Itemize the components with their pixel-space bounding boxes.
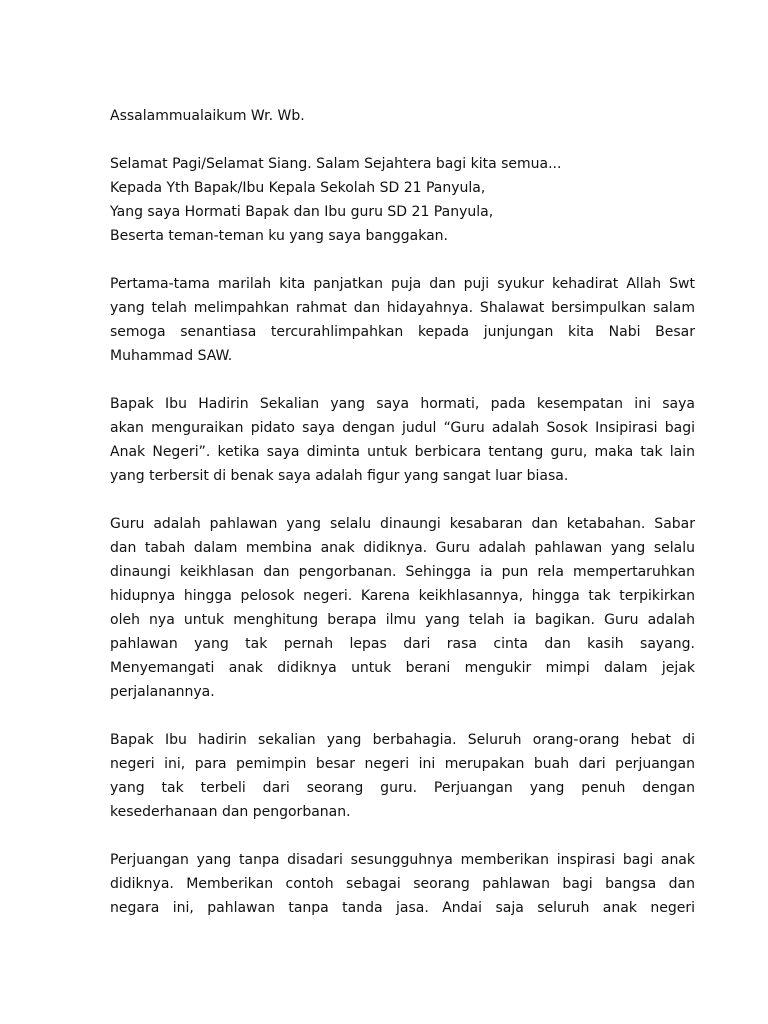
body-paragraph-4	[110, 728, 695, 824]
paragraph-line: Bapak Ibu Hadirin Sekalian yang saya hormati, pada kesempatan ini saya	[110, 396, 695, 412]
paragraph-line: Bapak Ibu hadirin sekalian yang berbahagia. Seluruh orang-orang hebat di	[110, 732, 695, 748]
paragraph-line: kesederhanaan dan pengorbanan.	[110, 804, 351, 820]
paragraph-line: yang terbersit di benak saya adalah figur yang sangat luar biasa.	[110, 468, 569, 484]
paragraph-line: Menyemangati anak didiknya untuk berani mengukir mimpi dalam jejak	[110, 660, 695, 676]
paragraph-line: perjalanannya.	[110, 684, 215, 700]
paragraph-line: Guru adalah pahlawan yang selalu dinaungi kesabaran dan ketabahan. Sabar	[110, 516, 695, 532]
paragraph-line: akan menguraikan pidato saya dengan judul “Guru adalah Sosok Insipirasi bagi	[110, 420, 695, 436]
body-paragraph-5	[110, 848, 695, 920]
greeting-paragraph	[110, 104, 695, 128]
paragraph-line: Muhammad SAW.	[110, 348, 233, 364]
paragraph-line: pahlawan yang tak pernah lepas dari rasa cinta dan kasih sayang.	[110, 636, 695, 652]
paragraph-line: Pertama-tama marilah kita panjatkan puja dan puji syukur kehadirat Allah Swt	[110, 276, 695, 292]
greeting-line: Assalammualaikum Wr. Wb.	[110, 108, 305, 124]
paragraph-line: yang telah melimpahkan rahmat dan hidayahnya. Shalawat bersimpulkan salam	[110, 300, 695, 316]
paragraph-line: didiknya. Memberikan contoh sebagai seorang pahlawan bagi bangsa dan	[110, 876, 695, 892]
opening-paragraph	[110, 152, 695, 248]
opening-line: Yang saya Hormati Bapak dan Ibu guru SD 21 Panyula,	[110, 204, 494, 220]
paragraph-line: negara ini, pahlawan tanpa tanda jasa. Andai saja seluruh anak negeri	[110, 900, 695, 916]
opening-line: Kepada Yth Bapak/Ibu Kepala Sekolah SD 21 Panyula,	[110, 180, 486, 196]
paragraph-line: hidupnya hingga pelosok negeri. Karena keikhlasannya, hingga tak terpikirkan	[110, 588, 695, 604]
paragraph-line: Anak Negeri”. ketika saya diminta untuk berbicara tentang guru, maka tak lain	[110, 444, 695, 460]
body-paragraph-3	[110, 512, 695, 704]
paragraph-line: dinaungi keikhlasan dan pengorbanan. Sehingga ia pun rela mempertaruhkan	[110, 564, 695, 580]
opening-line: Beserta teman-teman ku yang saya banggakan.	[110, 228, 449, 244]
paragraph-line: oleh nya untuk menghitung berapa ilmu yang telah ia bagikan. Guru adalah	[110, 612, 695, 628]
body-paragraph-1	[110, 272, 695, 368]
paragraph-line: yang tak terbeli dari seorang guru. Perjuangan yang penuh dengan	[110, 780, 695, 796]
opening-line: Selamat Pagi/Selamat Siang. Salam Sejahtera bagi kita semua...	[110, 156, 562, 172]
paragraph-line: negeri ini, para pemimpin besar negeri ini merupakan buah dari perjuangan	[110, 756, 695, 772]
paragraph-line: dan tabah dalam membina anak didiknya. Guru adalah pahlawan yang selalu	[110, 540, 695, 556]
speech-text	[110, 104, 695, 944]
body-paragraph-2	[110, 392, 695, 488]
paragraph-line: semoga senantiasa tercurahlimpahkan kepada junjungan kita Nabi Besar	[110, 324, 695, 340]
paragraph-line: Perjuangan yang tanpa disadari sesungguhnya memberikan inspirasi bagi anak	[110, 852, 695, 868]
